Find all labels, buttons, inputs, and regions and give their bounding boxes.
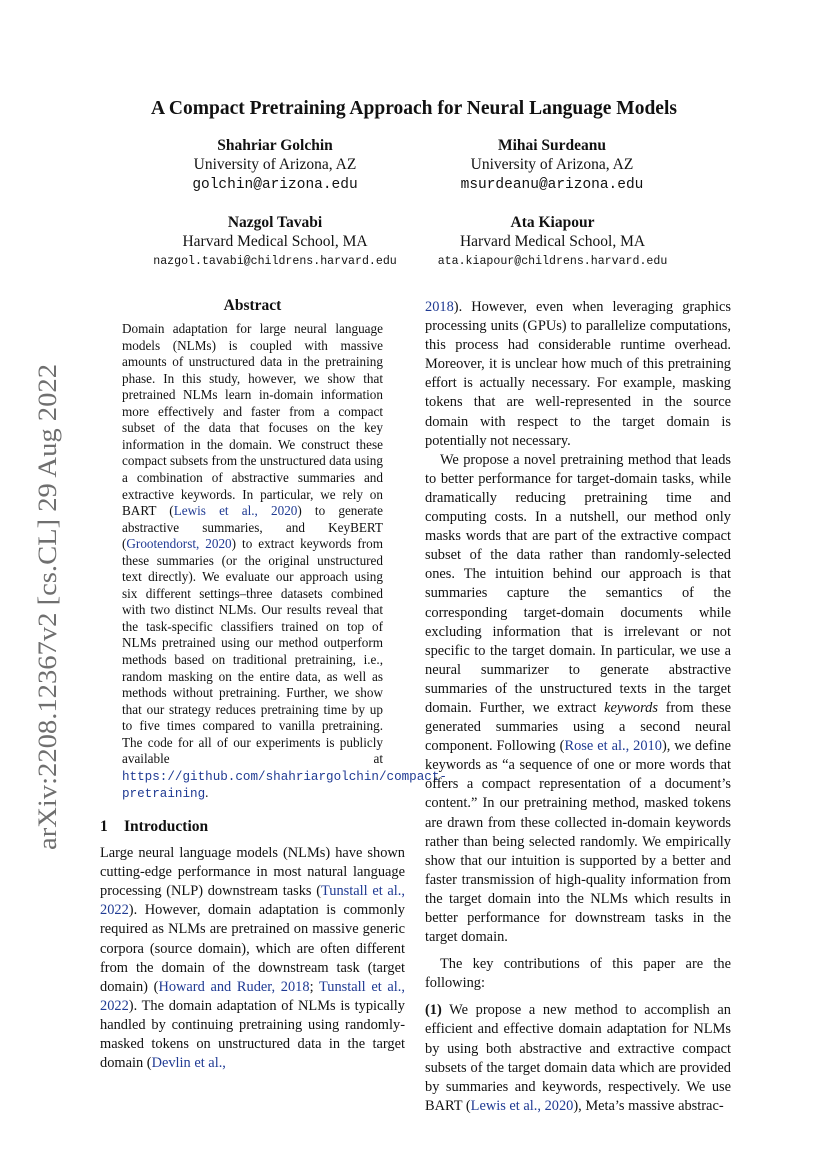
contribution-item xyxy=(425,1001,731,1116)
paragraph xyxy=(100,844,405,1073)
citation-link[interactable]: Howard and Ruder, 2018 xyxy=(158,978,310,995)
abstract-heading: Abstract xyxy=(223,297,282,314)
author-name: Shahriar Golchin xyxy=(217,137,333,154)
author-email: ata.kiapour@childrens.harvard.edu xyxy=(437,255,668,268)
contribution-label: (1) xyxy=(425,1002,442,1019)
citation-link[interactable]: Rose et al., 2010 xyxy=(564,738,662,755)
body-text: We propose a novel pretraining method that leads to better performance for target-domain tasks, while dramatically reducing pretraining time and computing costs. In a nutshell, our method only masks words that are part of the extractive compact subset of the data rather than randomly-selected ones. The intuition behind our approach is that summaries capture the semantics of the corresponding target-domain documents while excluding information that is irrelevant or not specific to the target domain. In particular, we use a neural summarizer to generate abstractive summaries of the unstructured texts in the target domain. Further, we extract xyxy=(425,451,731,716)
author-affiliation: Harvard Medical School, MA xyxy=(459,233,646,250)
arxiv-stamp-svg xyxy=(6,362,76,852)
author-affiliation: University of Arizona, AZ xyxy=(470,156,634,173)
citation-link[interactable]: Grootendorst, 2020 xyxy=(126,536,232,552)
author-email: golchin@arizona.edu xyxy=(192,177,358,193)
author-name: Nazgol Tavabi xyxy=(227,214,323,231)
section-title: Introduction xyxy=(124,817,209,835)
author-affiliation: Harvard Medical School, MA xyxy=(182,233,368,250)
body-text: ). However, even when leveraging graphics processing units (GPUs) to parallelize computations, this process had considerable runtime overhead. Moreover, it is unclear how much of this pretraining effort is actually necessary. For example, masking tokens that are well-represented in the source domain with respect to the target domain is potentially not necessary. xyxy=(425,299,731,449)
right-column xyxy=(425,298,731,1116)
citation-link[interactable]: Lewis et al., 2020 xyxy=(470,1097,574,1114)
abstract-text: ) to generate abstractive summaries, and KeyBERT ( xyxy=(122,503,384,552)
code-url-link[interactable]: https://github.com/shahriargolchin/compact-pretraining xyxy=(122,769,447,802)
abstract-text: Domain adaptation for large neural language models (NLMs) is coupled with massive amounts of unstructured data in the pretraining phase. In this study, however, we show that pretrained NLMs learn in-domain information more effectively and faster from a compact subset of the data that focuses on the key information in the domain. We construct these compact subsets from the unstructured data using a combination of abstractive summaries and extractive keywords. In particular, we rely on BART ( xyxy=(122,321,383,519)
section-heading xyxy=(100,817,405,836)
body-text: ). However, domain adaptation is commonly required as NLMs are pretrained on massive generic corpora (source domain), which are often different from the domain of the downstream task (target domain) ( xyxy=(100,902,405,995)
author-block xyxy=(140,136,410,195)
author-block xyxy=(120,213,430,272)
body-text: ), Meta’s massive abstrac- xyxy=(573,1097,724,1114)
paragraph xyxy=(425,955,731,993)
body-text: ), we define keywords as “a sequence of one or more words that offers a compact representation of a document’s content.” In our pretraining method, masked tokens are drawn from these collected in-domain keywords rather than being selected randomly. We empirically show that our intuition is supported by a better and faster transmission of high-quality information from the target domain into the NLMs which results in better performance for downstream tasks in the target domain. xyxy=(425,738,732,946)
citation-link[interactable]: Tunstall et al., 2022 xyxy=(100,978,405,1014)
abstract-text: . xyxy=(205,785,209,801)
left-column xyxy=(100,296,447,1073)
paper-title: A Compact Pretraining Approach for Neural Language Models xyxy=(151,98,677,119)
author-email: nazgol.tavabi@childrens.harvard.edu xyxy=(153,255,397,268)
author-email: msurdeanu@arizona.edu xyxy=(460,177,644,193)
citation-link[interactable]: Devlin et al., xyxy=(151,1055,226,1072)
author-name: Ata Kiapour xyxy=(510,214,595,231)
citation-link[interactable]: Tunstall et al., 2022 xyxy=(100,883,405,919)
body-text: The key contributions of this paper are the following: xyxy=(425,956,731,992)
body-text: ). The domain adaptation of NLMs is typically handled by continuing pretraining using randomly-masked tokens on unstructured data in the target domain ( xyxy=(100,997,405,1072)
citation-link[interactable]: Lewis et al., 2020 xyxy=(173,503,298,519)
arxiv-stamp xyxy=(6,362,76,852)
section-number: 1 xyxy=(100,817,108,835)
author-block xyxy=(412,136,692,195)
body-text: We propose a new method to accomplish an efficient and effective domain adaptation for NLMs by using both abstractive and extractive compact subsets of the target domain data which are provided by summaries and keywords, respectively. We use BART ( xyxy=(425,1002,731,1114)
author-name: Mihai Surdeanu xyxy=(497,137,607,154)
citation-link[interactable]: 2018 xyxy=(425,299,454,315)
emphasis-text: keywords xyxy=(604,699,658,716)
abstract-text: ) to extract keywords from these summaries (or the original unstructured text directly). We evaluate our approach using six different settings–three datasets combined with two distinct NLMs. Our results reveal that the task-specific classifiers trained on top of NLMs pretrained using our method outperform methods based on traditional pretraining, i.e., random masking on the entire data, as well as methods without pretraining. Further, we show that our strategy reduces pretraining time by up to five times compared to vanilla pretraining. The code for all of our experiments is publicly available at xyxy=(122,536,384,767)
body-text: ; xyxy=(309,978,319,995)
body-text: Large neural language models (NLMs) have shown cutting-edge performance in most natural language processing (NLP) downstream tasks ( xyxy=(100,845,405,900)
paragraph xyxy=(425,298,731,451)
author-affiliation: University of Arizona, AZ xyxy=(193,156,357,173)
author-block xyxy=(400,213,705,272)
paragraph xyxy=(425,451,731,947)
abstract-body xyxy=(122,321,447,803)
arxiv-stamp-text: arXiv:2208.12367v2 [cs.CL] 29 Aug 2022 xyxy=(33,408,62,850)
body-text: from these generated summaries using a second neural component. Following ( xyxy=(425,699,731,755)
